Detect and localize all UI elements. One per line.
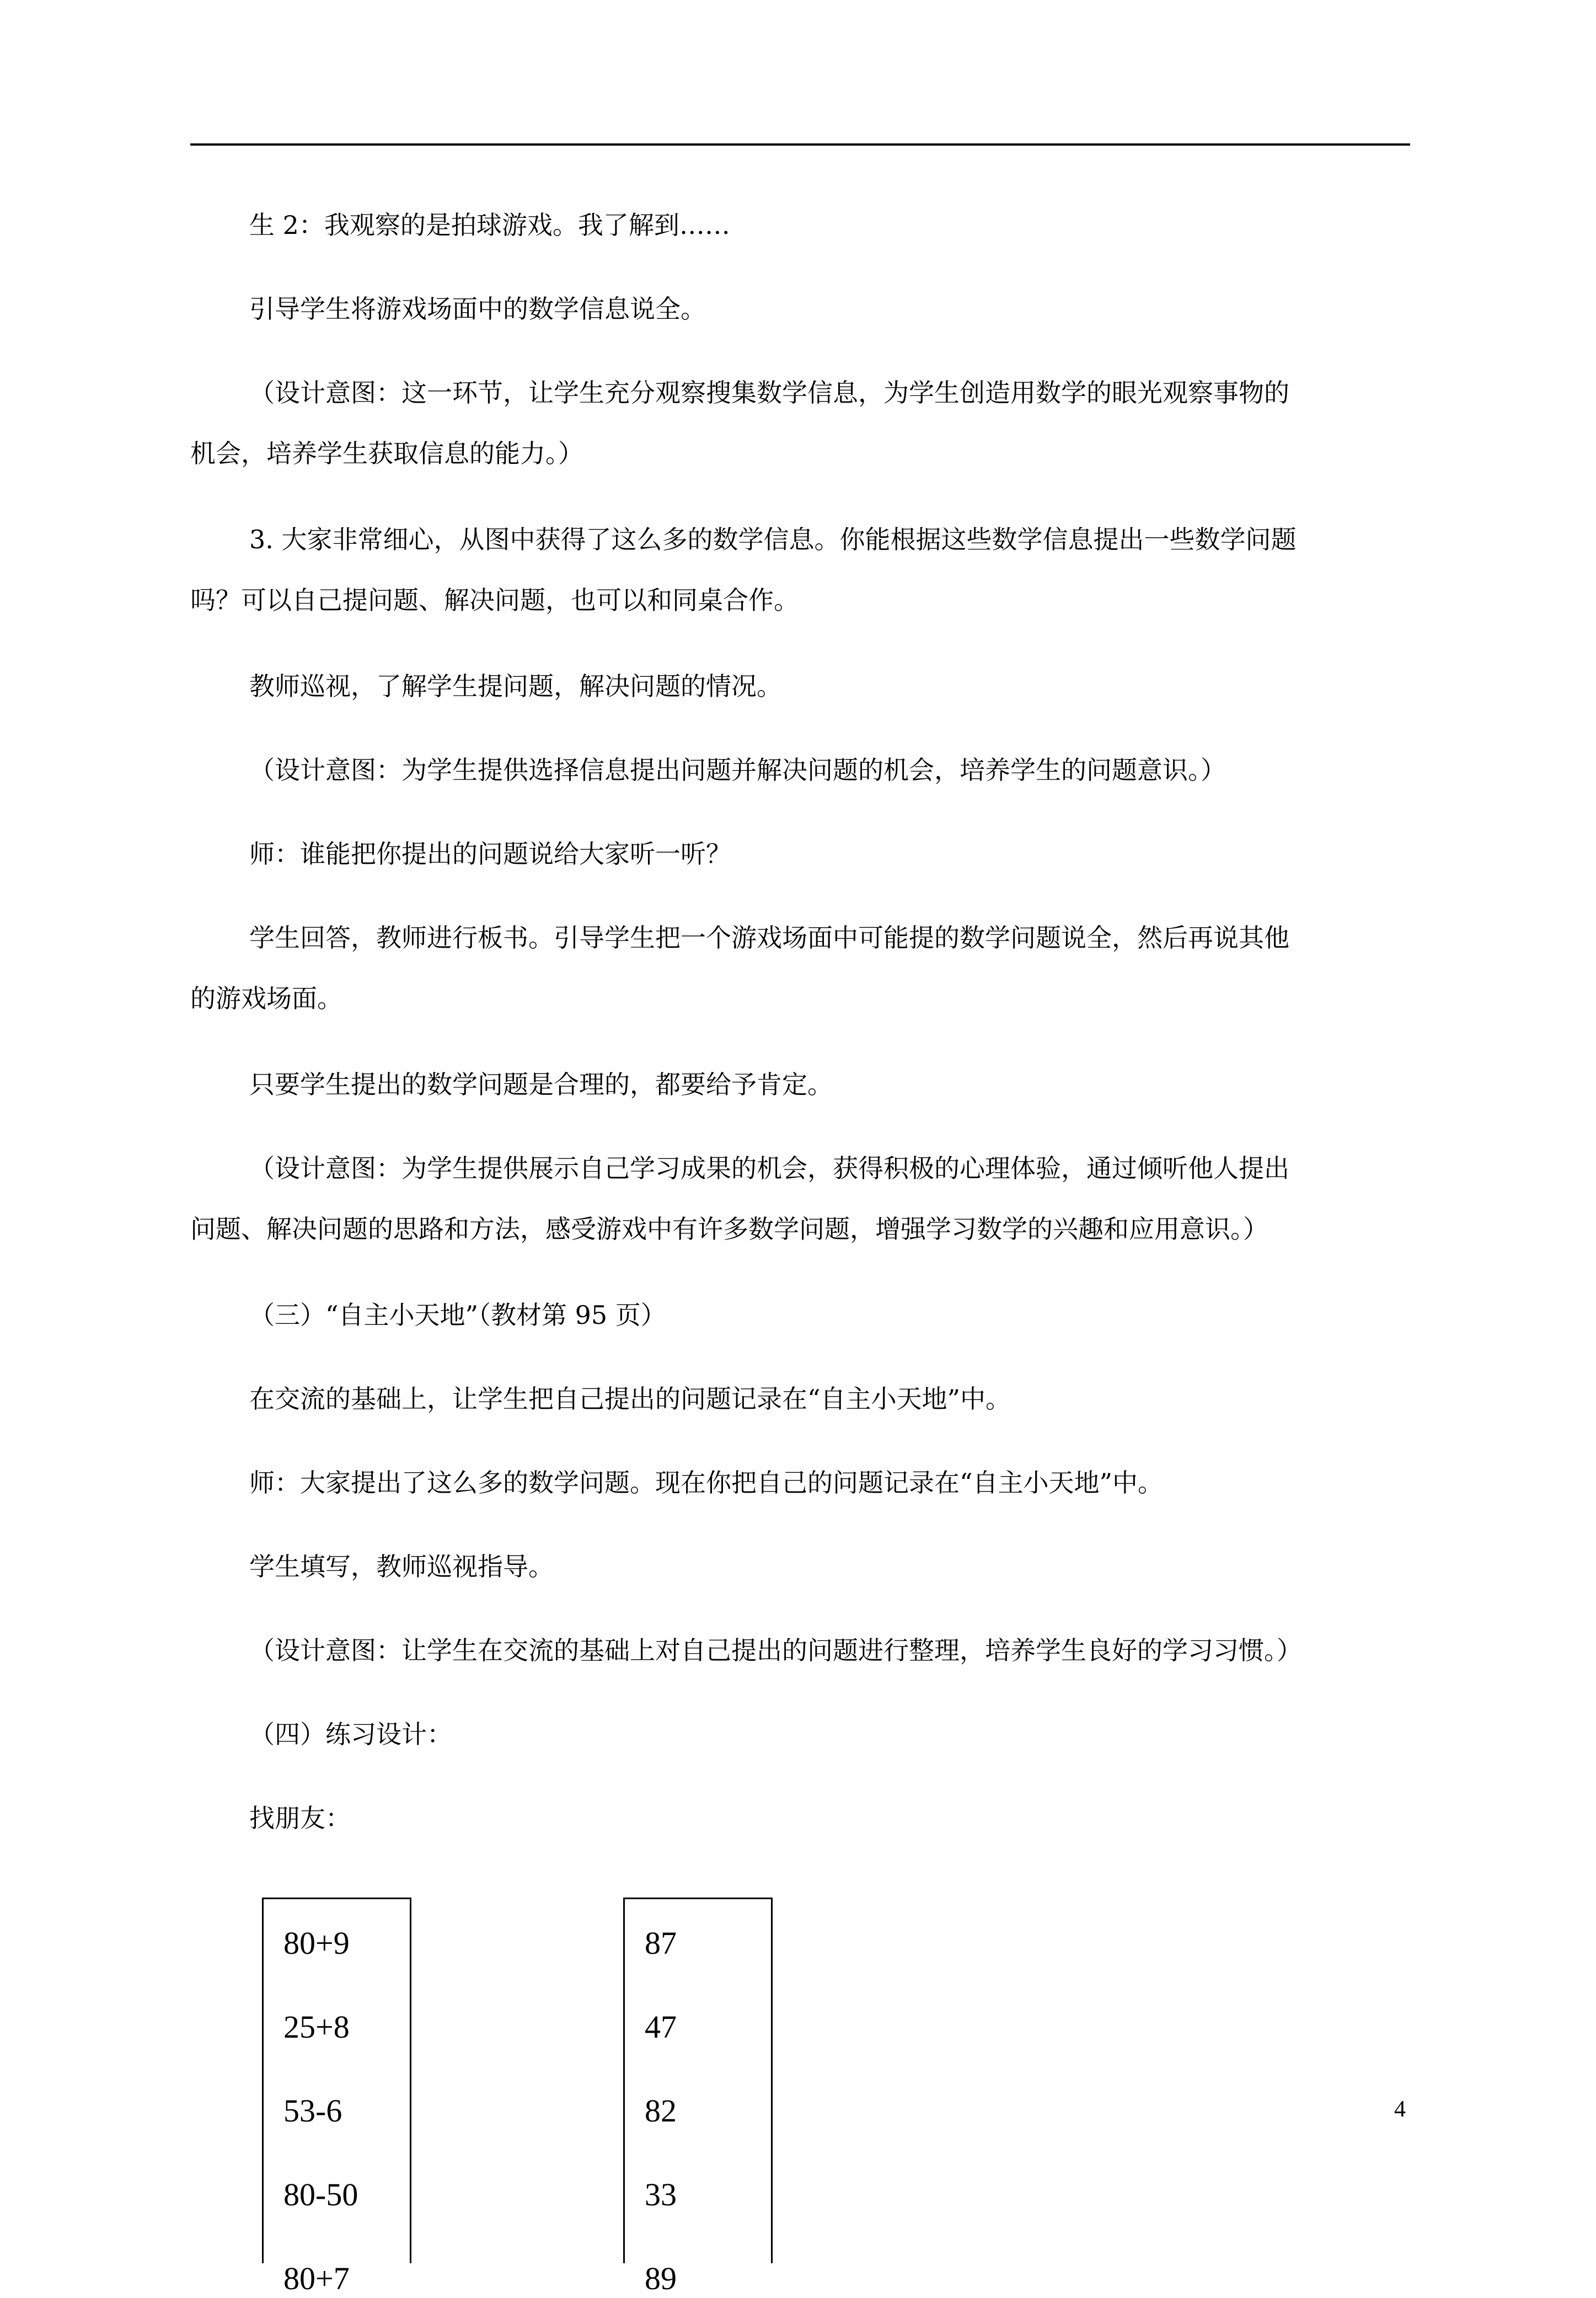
text-line: 3. 大家非常细心，从图中获得了这么多的数学信息。你能根据这些数学信息提出一些数学问题 — [249, 525, 1297, 554]
text-line: 学生回答，教师进行板书。引导学生把一个游戏场面中可能提的数学问题说全，然后再说其他 — [249, 923, 1289, 953]
text-line: （四）练习设计： — [249, 1719, 452, 1749]
text-line: 机会，培养学生获取信息的能力。） — [190, 439, 583, 468]
text-line: 生 2：我观察的是拍球游戏。我了解到…… — [249, 210, 730, 240]
expression-item: 80+9 — [283, 1925, 350, 1961]
text-line: （设计意图：为学生提供选择信息提出问题并解决问题的机会，培养学生的问题意识。） — [249, 755, 1226, 785]
text-line: 引导学生将游戏场面中的数学信息说全。 — [249, 294, 706, 324]
expression-item: 80+7 — [283, 2260, 350, 2296]
answer-box — [623, 1898, 773, 2296]
text-line: 吗？可以自己提问题、解决问题，也可以和同桌合作。 — [190, 585, 799, 615]
answer-item: 89 — [645, 2260, 677, 2296]
text-line: 问题、解决问题的思路和方法，感受游戏中有许多数学问题，增强学习数学的兴趣和应用意识。） — [190, 1214, 1268, 1244]
expression-item: 80-50 — [283, 2177, 358, 2213]
text-line: （三）“自主小天地”（教材第 95 页） — [249, 1300, 666, 1330]
text-line: 师：谁能把你提出的问题说给大家听一听？ — [249, 839, 731, 869]
text-line: 只要学生提出的数学问题是合理的，都要给予肯定。 — [249, 1070, 833, 1099]
header-rule — [190, 143, 1410, 146]
page-number: 4 — [1394, 2097, 1406, 2122]
text-line: 的游戏场面。 — [190, 984, 342, 1013]
text-line: 找朋友： — [249, 1803, 351, 1833]
expression-item: 25+8 — [283, 2009, 350, 2045]
text-line: （设计意图：这一环节，让学生充分观察搜集数学信息，为学生创造用数学的眼光观察事物的 — [249, 378, 1289, 408]
text-line: 教师巡视，了解学生提问题，解决问题的情况。 — [249, 671, 782, 701]
text-line: 在交流的基础上，让学生把自己提出的问题记录在“自主小天地”中。 — [249, 1384, 1011, 1414]
text-line: 学生填写，教师巡视指导。 — [249, 1552, 554, 1581]
answer-item: 47 — [645, 2009, 677, 2045]
expression-box — [262, 1898, 411, 2296]
answer-item: 82 — [645, 2093, 677, 2129]
text-line: （设计意图：为学生提供展示自己学习成果的机会，获得积极的心理体验，通过倾听他人提出 — [249, 1153, 1289, 1183]
answer-item: 87 — [645, 1925, 677, 1961]
text-line: 师：大家提出了这么多的数学问题。现在你把自己的问题记录在“自主小天地”中。 — [249, 1468, 1164, 1498]
expression-item: 53-6 — [283, 2093, 342, 2129]
text-line: （设计意图：让学生在交流的基础上对自己提出的问题进行整理，培养学生良好的学习习惯。） — [249, 1636, 1302, 1665]
answer-item: 33 — [645, 2177, 677, 2213]
